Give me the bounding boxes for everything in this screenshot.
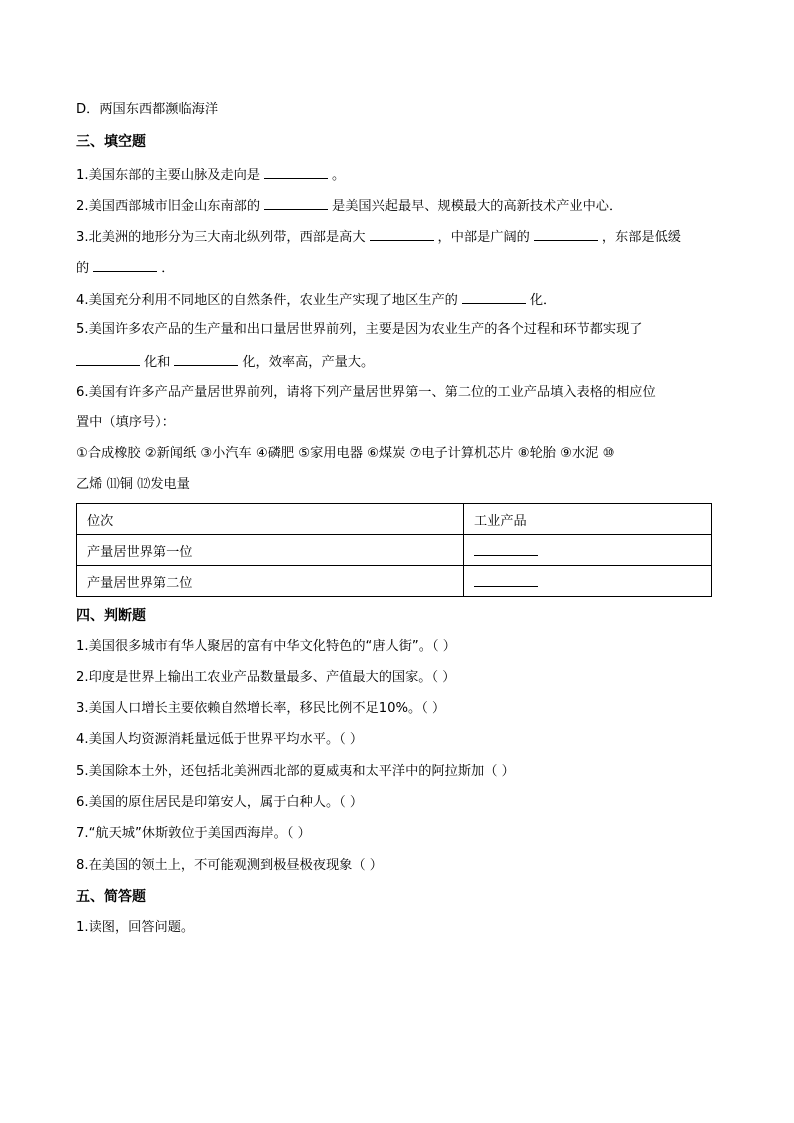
question-text: 的 [76, 261, 90, 276]
fill-question-6: 6.美国有许多产品产量居世界前列，请将下列产量居世界第一、第二位的工业产品填入表格的相应位 [76, 385, 656, 400]
answer-blank[interactable] [474, 572, 538, 587]
judge-question-2: 2.印度是世界上输出工农业产品数量最多、产值最大的国家。（ ） [76, 670, 456, 685]
answer-blank[interactable] [93, 257, 157, 272]
table-row [77, 566, 712, 597]
answer-blank[interactable] [264, 164, 328, 179]
question-text: 。 [332, 168, 346, 183]
table-cell-rank: 产量居世界第一位 [77, 535, 464, 566]
answer-blank[interactable] [174, 351, 238, 366]
judge-question-6: 6.美国的原住居民是印第安人，属于白种人。（ ） [76, 795, 364, 810]
fill-question-3 [76, 226, 681, 248]
question-text: 2.美国西部城市旧金山东南部的 [76, 199, 261, 214]
judge-question-3: 3.美国人口增长主要依赖自然增长率，移民比例不足10%。（ ） [76, 701, 446, 716]
answer-blank[interactable] [264, 195, 328, 210]
fill-question-6-cont: 置中（填序号）： [76, 415, 175, 430]
fill-question-5-cont [76, 351, 374, 373]
question-text: 化和 [144, 355, 171, 370]
option-d: D．两国东西都濒临海洋 [76, 102, 219, 117]
table-row [77, 535, 712, 566]
question-text: 化． [529, 293, 557, 308]
question-text: 是美国兴起最早、规模最大的高新技术产业中心． [332, 199, 623, 214]
fill-question-5: 5.美国许多农产品的生产量和出口量居世界前列，主要是因为农业生产的各个过程和环节都实现了 [76, 322, 643, 337]
answer-blank[interactable] [370, 226, 434, 241]
question-text: 化，效率高，产量大。 [242, 355, 375, 370]
answer-blank[interactable] [76, 351, 140, 366]
table-cell-rank: 产量居世界第二位 [77, 566, 464, 597]
fill-question-4 [76, 289, 556, 311]
table-cell-answer[interactable] [464, 535, 712, 566]
section-judge-heading: 四、判断题 [76, 608, 146, 624]
judge-question-5: 5.美国除本土外，还包括北美洲西北部的夏威夷和太平洋中的阿拉斯加（ ） [76, 764, 515, 779]
table-cell-answer[interactable] [464, 566, 712, 597]
question-text: 3.北美洲的地形分为三大南北纵列带，西部是高大 [76, 230, 366, 245]
judge-question-8: 8.在美国的领土上，不可能观测到极昼极夜现象（ ） [76, 858, 383, 873]
section-fill-in-heading: 三、填空题 [76, 134, 146, 150]
answer-blank[interactable] [534, 226, 598, 241]
question-text: 4.美国充分利用不同地区的自然条件，农业生产实现了地区生产的 [76, 293, 458, 308]
question-text: ，中部是广阔的 [437, 230, 530, 245]
answer-blank[interactable] [462, 289, 526, 304]
product-options-cont: 乙烯 ⑾铜 ⑿发电量 [76, 477, 190, 492]
judge-question-1: 1.美国很多城市有华人聚居的富有中华文化特色的“唐人街”。（ ） [76, 639, 456, 654]
judge-question-4: 4.美国人均资源消耗量远低于世界平均水平。（ ） [76, 732, 364, 747]
short-answer-question-1: 1.读图，回答问题。 [76, 920, 195, 935]
question-text: ，东部是低缓 [601, 230, 681, 245]
question-text: ． [161, 261, 175, 276]
question-text: 1.美国东部的主要山脉及走向是 [76, 168, 261, 183]
fill-question-2 [76, 195, 622, 217]
product-rank-table [76, 503, 712, 597]
fill-question-1 [76, 164, 345, 186]
fill-question-3-cont [76, 257, 174, 279]
table-header-row [77, 504, 712, 535]
table-header-cell: 工业产品 [464, 504, 712, 535]
table-header-cell: 位次 [77, 504, 464, 535]
product-options: ①合成橡胶 ②新闻纸 ③小汽车 ④磷肥 ⑤家用电器 ⑥煤炭 ⑦电子计算机芯片 ⑧轮胎 ⑨水泥 ⑩ [76, 446, 615, 461]
judge-question-7: 7.“航天城”休斯敦位于美国西海岸。（ ） [76, 826, 311, 841]
section-short-answer-heading: 五、简答题 [76, 889, 146, 905]
answer-blank[interactable] [474, 541, 538, 556]
